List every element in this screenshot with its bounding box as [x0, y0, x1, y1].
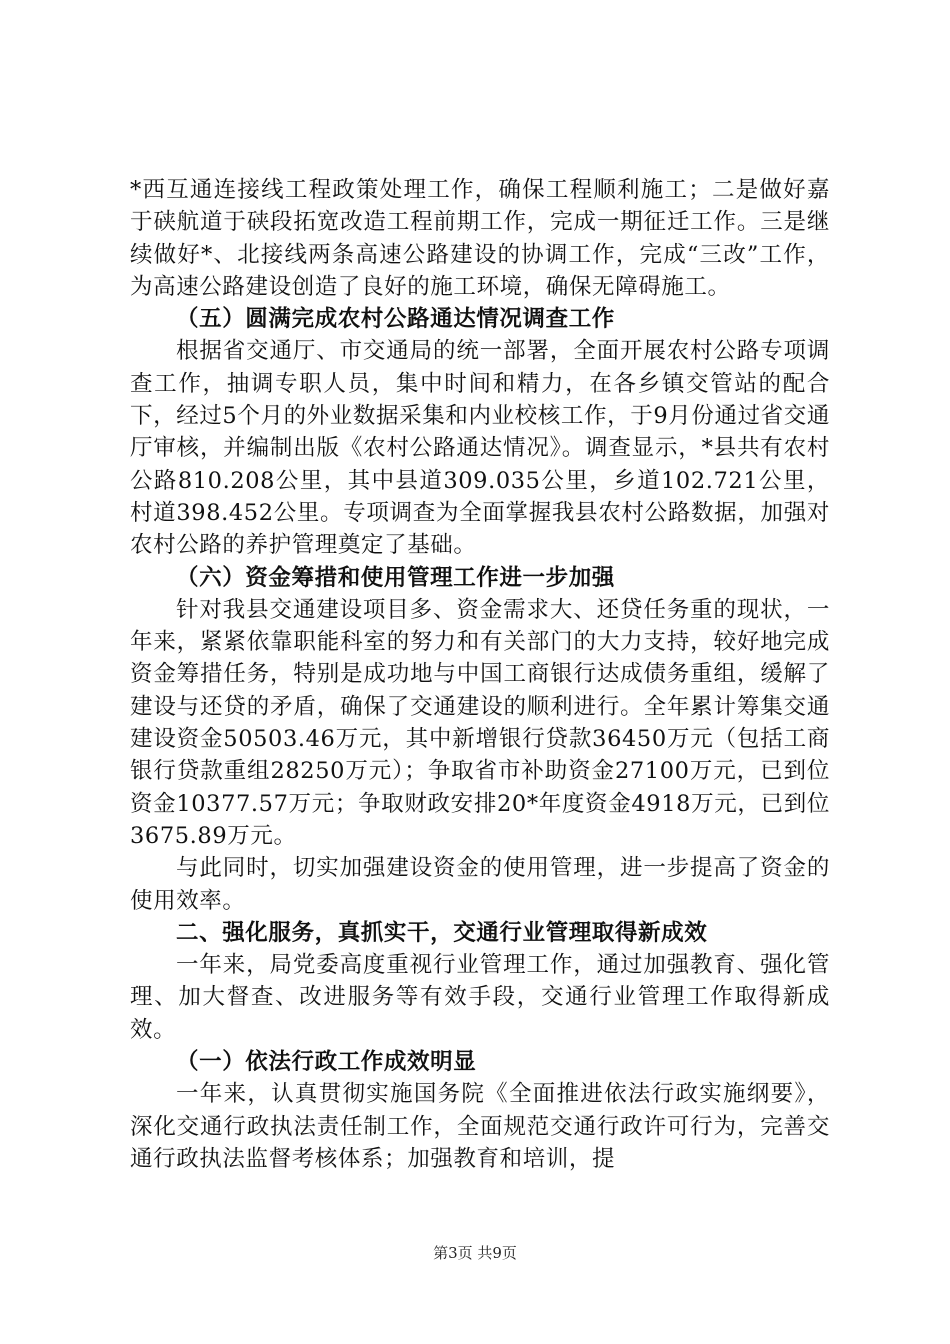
paragraph-2: 根据省交通厅、市交通局的统一部署，全面开展农村公路专项调查工作，抽调专职人员，集中时间和精力，在各乡镇交管站的配合下，经过5个月的外业数据采集和内业校核工作，于9月份通过省交通厅审核，并编制出版《农村公路通达情况》。调查显示，*县共有农村公路810.208公里，其中县道309.035公里，乡道102.721公里，村道398.452公里。专项调查为全面掌握我县农村公路数据，加强对农村公路的养护管理奠定了基础。	[130, 338, 830, 559]
section-heading-5: （五）圆满完成农村公路通达情况调查工作	[176, 306, 615, 333]
paragraph-6: 一年来，认真贯彻实施国务院《全面推进依法行政实施纲要》，深化交通行政执法责任制工作，全面规范交通行政许可行为，完善交通行政执法监督考核体系；加强教育和培训，提	[130, 1081, 830, 1172]
paragraph-3: 针对我县交通建设项目多、资金需求大、还贷任务重的现状，一年来，紧紧依靠职能科室的努力和有关部门的大力支持，较好地完成资金筹措任务，特别是成功地与中国工商银行达成债务重组，缓解了建设与还贷的矛盾，确保了交通建设的顺利进行。全年累计筹集交通建设资金50503.46万元，其中新增银行贷款36450万元（包括工商银行贷款重组28250万元）；争取省市补助资金27100万元，已到位资金10377.57万元；争取财政安排20*年度资金4918万元，已到位3675.89万元。	[130, 596, 830, 849]
page-footer: 第3页 共9页	[433, 1244, 517, 1262]
document-body	[130, 174, 830, 1175]
chapter-heading-2: 二、强化服务，真抓实干，交通行业管理取得新成效	[176, 919, 708, 946]
section-heading-6: （六）资金筹措和使用管理工作进一步加强	[176, 564, 615, 591]
paragraph-1: *西互通连接线工程政策处理工作，确保工程顺利施工；二是做好嘉于硖航道于硖段拓宽改造工程前期工作，完成一期征迁工作。三是继续做好*、北接线两条高速公路建设的协调工作，完成“三改”工作，为高速公路建设创造了良好的施工环境，确保无障碍施工。	[130, 177, 830, 300]
section-heading-1: （一）依法行政工作成效明显	[176, 1049, 477, 1076]
paragraph-5: 一年来，局党委高度重视行业管理工作，通过加强教育、强化管理、加大督查、改进服务等有效手段，交通行业管理工作取得新成效。	[130, 952, 830, 1043]
paragraph-4: 与此同时，切实加强建设资金的使用管理，进一步提高了资金的使用效率。	[130, 855, 830, 914]
